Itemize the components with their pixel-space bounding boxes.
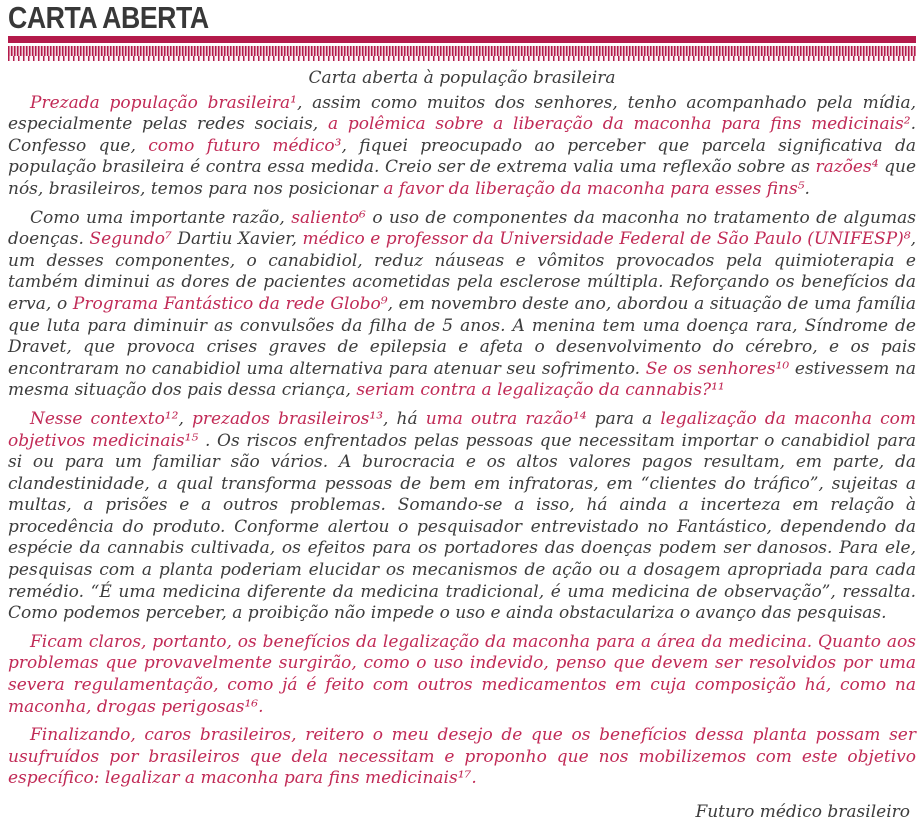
text-run-red: Prezada população brasileira¹ <box>30 92 297 113</box>
text-run-dark: Dartiu Xavier, <box>171 229 303 250</box>
text-run-dark: , assim como muitos dos senhores, tenho acompanhado pela mídia, especialmente pelas redes sociais, <box>8 92 916 135</box>
paragraph-closing-proposal <box>8 725 916 790</box>
text-run-red: prezados brasileiros¹³ <box>191 408 384 429</box>
text-run-dark: . Confesso que, <box>8 114 916 156</box>
paragraph-second-reason <box>8 409 916 625</box>
text-run-dark: . Os riscos enfrentados pelas pessoas que necessitam importar o canabidiol para si ou para um familiar são vários. A burocracia e os altos valores pagos resultam, em parte, da clandestinidade, a qual transforma pessoas de bem em infratoras, em “clientes do tráfico”, sujeitas a multas, a prisões e a outros problemas. Somando-se a isso, há ainda a incerteza em relação à procedência do produto. Conforme alertou o pesquisador entrevistado no Fantástico, dependendo da espécie da cannabis cultivada, os efeitos para os portadores das doenças podem ser danosos. Para ele, pesquisas com a planta poderiam elucidar os mecanismos de ação ou a dosagem apropriada para cada remédio. “É uma medicina diferente da medicina tradicional, é uma medicina de observação”, ressalta. Como podemos perceber, a proibição não impede o uso e ainda obstaculariza o avanço das pesquisas. <box>8 430 916 624</box>
page-title: CARTA ABERTA <box>8 0 209 35</box>
signature: Futuro médico brasileiro <box>695 802 910 822</box>
text-run-dark: . <box>804 178 810 199</box>
text-run-red: Finalizando, caros brasileiros, reitero o meu desejo de que os benefícios dessa planta possam ser usufruídos por brasileiros que dela necessitam e proponho que nos mobilizemos com este objetivo específico: legalizar a maconha para fins medicinais¹⁷. <box>8 725 916 789</box>
text-run-red: médico e professor da Universidade Federal de São Paulo (UNIFESP)⁸ <box>302 229 911 250</box>
text-run-red: legalização da maconha com objetivos medicinais¹⁵ <box>8 408 916 451</box>
text-run-red: razões⁴ <box>815 157 879 178</box>
text-run-red: como futuro médico³ <box>148 135 342 156</box>
paragraph-first-reason <box>8 208 916 402</box>
text-run-red: Segundo⁷ <box>89 229 172 250</box>
text-run-red: uma outra razão¹⁴ <box>425 408 587 429</box>
text-run-red: Se os senhores¹⁰ <box>645 358 790 379</box>
text-run-red: a polêmica sobre a liberação da maconha para fins medicinais² <box>327 114 911 135</box>
text-run-dark: , em novembro deste ano, abordou a situação de uma família que luta para diminuir as convulsões da filha de 5 anos. A menina tem uma doença rara, Síndrome de Dravet, que provoca crises graves de epilepsia e afeta o desenvolvimento do cérebro, e os pais encontraram no canabidiol uma alternativa para atenuar seu sofrimento. <box>8 293 917 379</box>
text-run-red: Programa Fantástico da rede Globo⁹ <box>72 293 388 314</box>
text-run-dark: , fiquei preocupado ao perceber que parcela significativa da população brasileira é contra essa medida. Creio ser de extrema valia uma reflexão sobre as <box>8 135 916 178</box>
paragraph-greeting <box>8 93 916 201</box>
text-run-dark: , <box>178 408 192 429</box>
text-run-dark: , há <box>383 408 426 429</box>
text-run-red: seriam contra a legalização da cannabis?¹¹ <box>356 380 725 401</box>
text-run-dark: estivessem na mesma situação dos pais dessa criança, <box>8 358 916 401</box>
divider-stripes-pattern <box>8 46 916 61</box>
letter-body <box>8 68 916 824</box>
text-run-dark: para a <box>586 408 661 429</box>
text-run-red: saliento⁶ <box>291 207 366 228</box>
text-run-dark: , um desses componentes, o canabidiol, reduz náuseas e vômitos provocados pela quimioterapia e também diminui as dores de pacientes acometidas pela esclerose múltipla. Reforçando os benefícios da erva, o <box>8 229 916 314</box>
text-run-red: a favor da liberação da maconha para esses fins⁵ <box>383 178 805 199</box>
text-run-red: Nesse contexto¹² <box>30 408 179 429</box>
text-run-dark: o uso de componentes da maconha no tratamento de algumas doenças. <box>8 207 916 250</box>
divider-bar <box>8 36 916 43</box>
text-run-dark: Como uma importante razão, <box>30 207 292 228</box>
letter-title: Carta aberta à população brasileira <box>308 68 616 88</box>
paragraph-conclusion-benefits <box>8 632 916 718</box>
text-run-dark: que nós, brasileiros, temos para nos posicionar <box>8 157 917 199</box>
text-run-red: Ficam claros, portanto, os benefícios da legalização da maconha para a área da medicina. Quanto aos problemas que provavelmente surgirão, como o uso indevido, penso que devem ser resolvidos por uma severa regulamentação, como já é feito com outros medicamentos em cuja composição há, como na maconha, drogas perigosas¹⁶. <box>8 631 916 717</box>
